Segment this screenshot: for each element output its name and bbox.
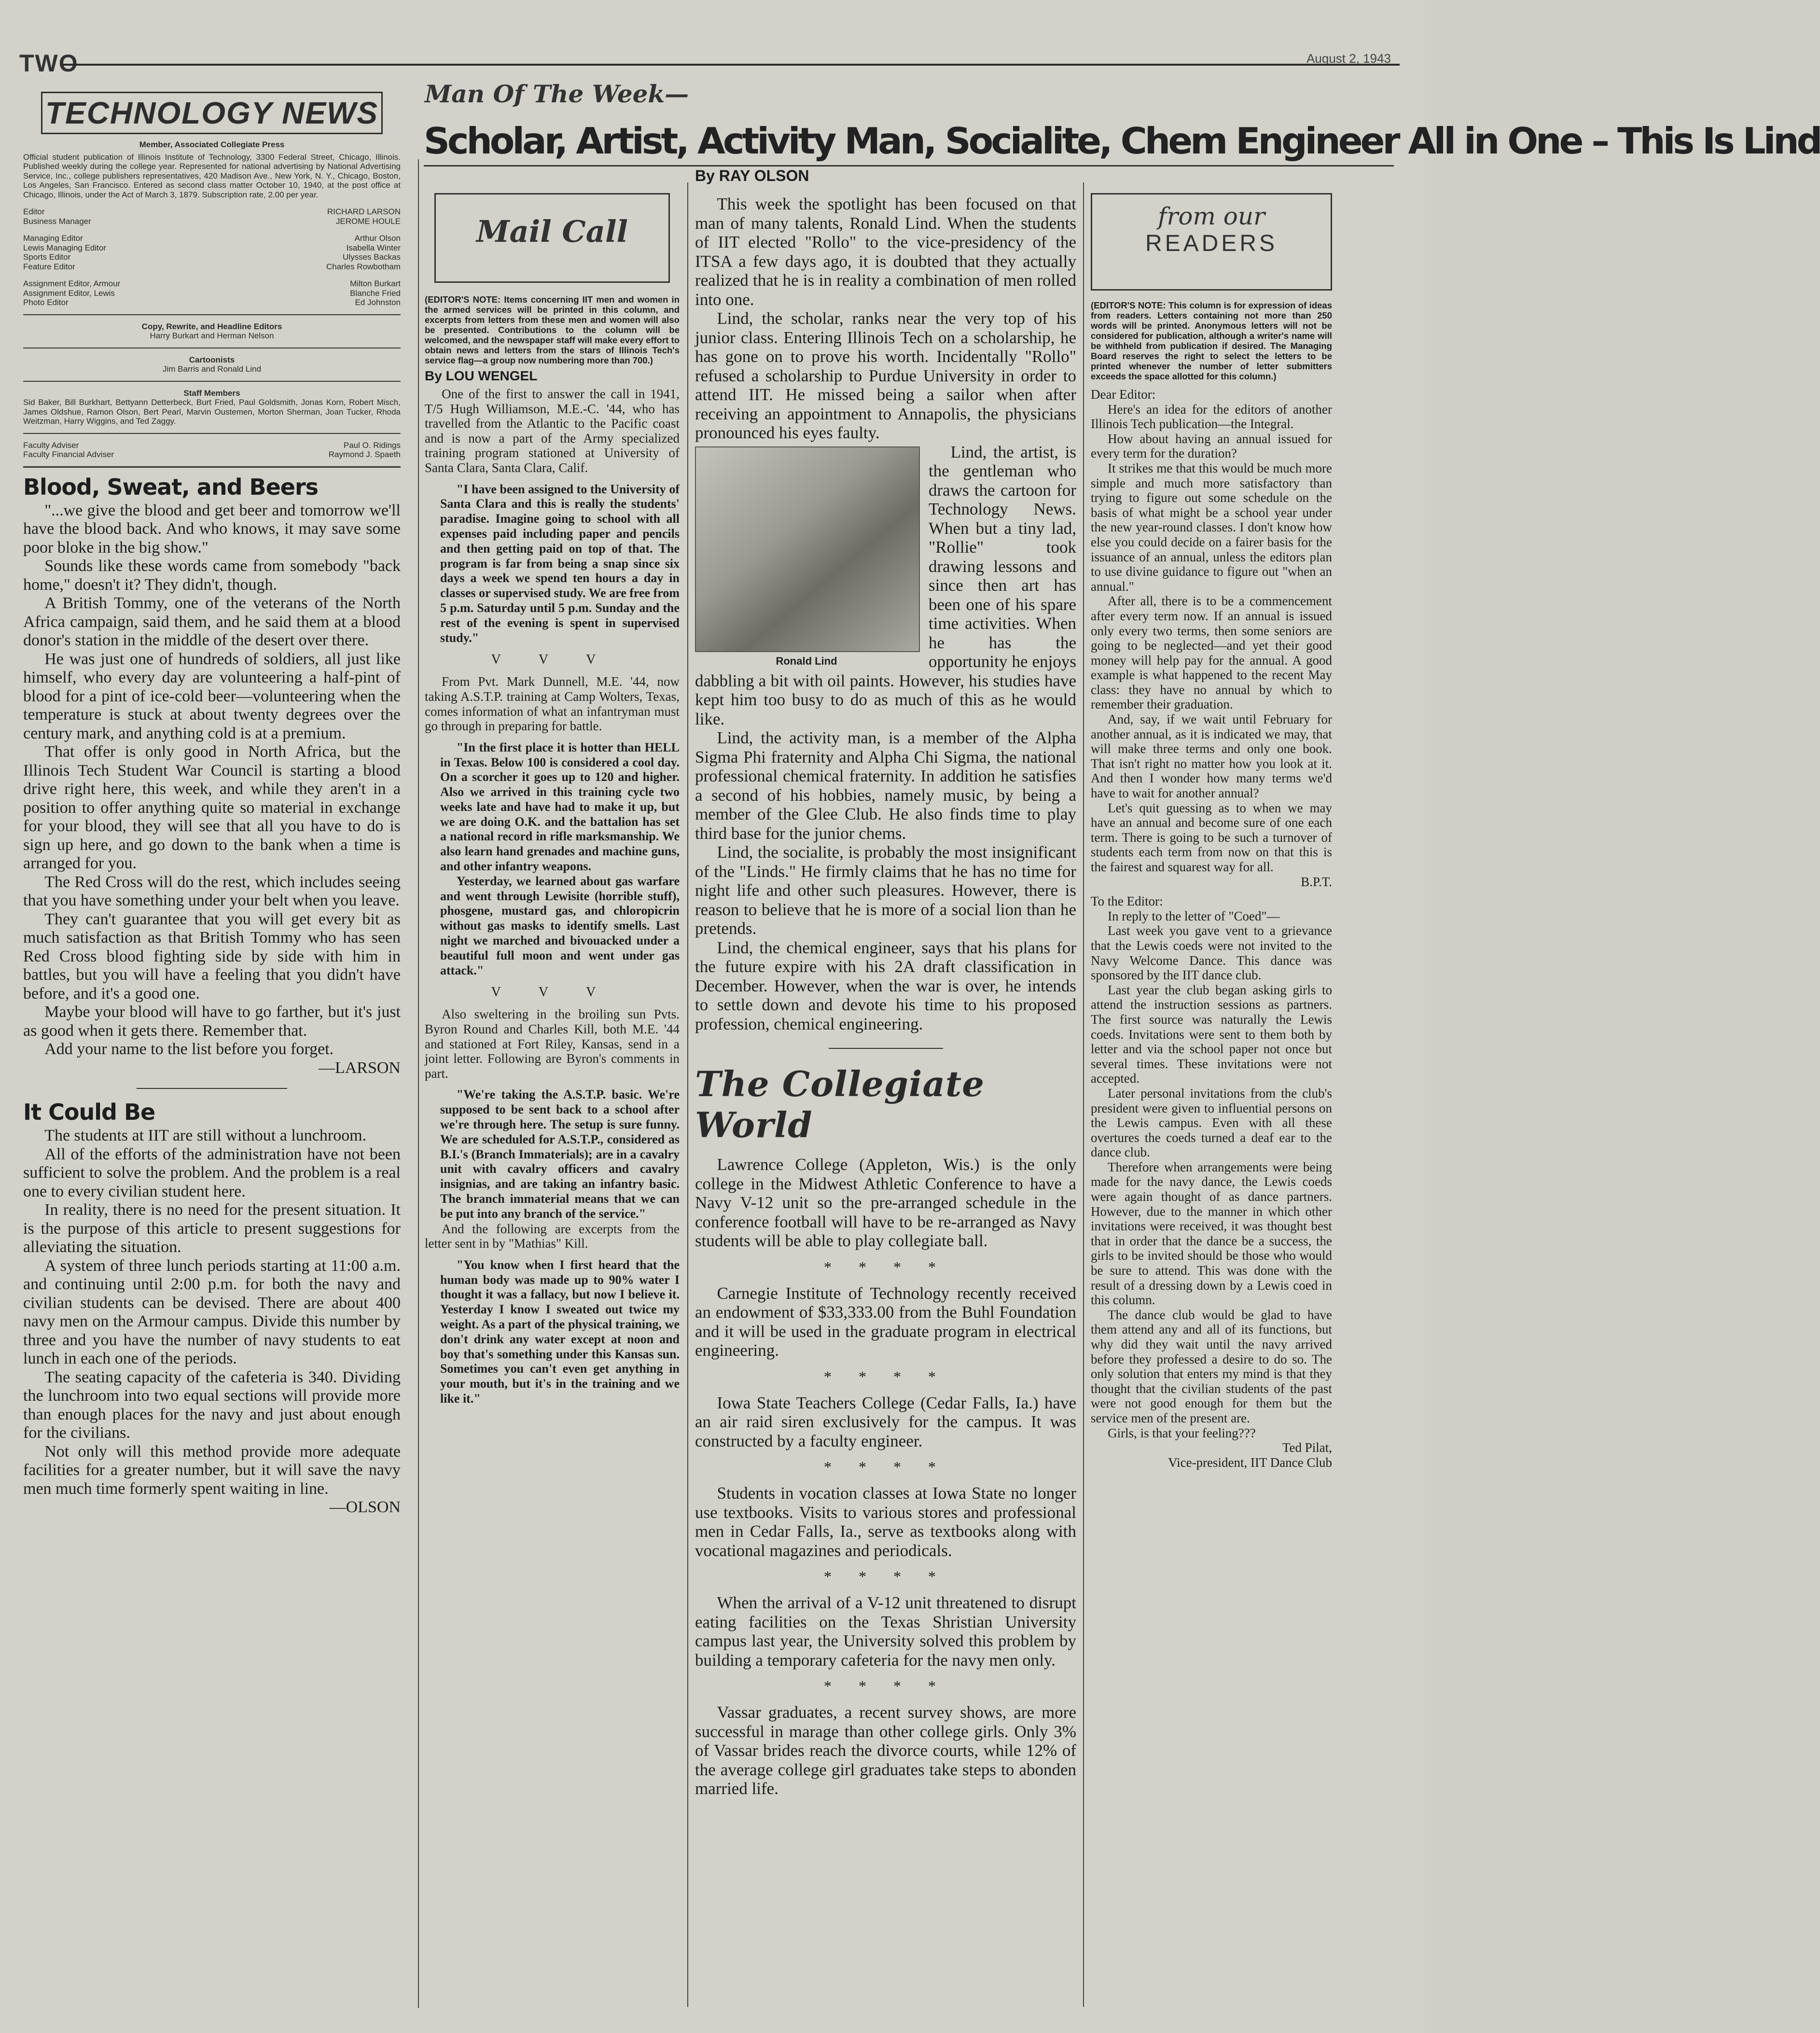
staff-members-heading: Staff Members — [183, 388, 240, 398]
news-item: Students in vocation classes at Iowa State no longer use textbooks. Visits to various stores and professional men in Cedar Falls, Ia., serve as textbooks along with vocational magazines and periodicals. — [695, 1484, 1076, 1560]
paragraph: Sounds like these words came from somebody "back home," doesn't it? They didn't, though. — [23, 557, 401, 594]
paragraph: Last year the club began asking girls to attend the instruction sessions as partners. The first source was naturally the Lewis coeds. Invitations were sent to them both by letter and via the school paper not once but several times. These invitations were not accepted. — [1091, 982, 1332, 1086]
paragraph: "...we give the blood and get beer and tomorrow we'll have the blood back. And who knows, it may save some poor bloke in the big show." — [23, 501, 401, 557]
paragraph: Here's an idea for the editors of another Illinois Tech publication—the Integral. — [1091, 402, 1332, 432]
byline: By LOU WENGEL — [425, 368, 538, 383]
staff-name: Blanche Fried — [350, 288, 401, 298]
paragraph: The students at IIT are still without a lunchroom. — [44, 1127, 367, 1144]
feature-kicker: Man Of The Week— — [425, 80, 689, 108]
staff-role: Feature Editor — [23, 262, 75, 271]
masthead-title: TECHNOLOGY NEWS — [41, 92, 383, 134]
paragraph: The seating capacity of the cafeteria is 340. Dividing the lunchroom into two equal sections will provide more than enough places for the navy and just about enough for the civilians. — [23, 1368, 401, 1442]
paragraph: After all, there is to be a commencement after every term now. If an annual is issued only every two terms, then some seniors are going to be neglected—and yet their good money will help pay for the annual. A good example is what happened to the recent May class: they have no annual by which to remember their graduation. — [1091, 594, 1332, 712]
letter-quote: "You know when I first heard that the human body was made up to 90% water I thought it was a fallacy, but now I believe it. Yesterday I know I sweated out twice my weight. As a part of the physical training, we don't drink any water except at noon and boy that's something under this Kansas sun. Sometimes you can't even get anything in your mouth, but it's in the training and we like it." — [440, 1257, 680, 1406]
staff-name: Charles Rowbotham — [326, 262, 401, 271]
paragraph: And, say, if we wait until February for another annual, as it is indicated we may, that will make three terms and only one book. That isn't right no matter how you look at it. And then I wonder how many terms we'd have to wait for another annual? — [1091, 712, 1332, 801]
separator: * * * * — [824, 1258, 947, 1276]
feature-headline: Scholar, Artist, Activity Man, Socialite, Chem Engineer All in One – This Is Lind — [424, 120, 1820, 162]
paragraph: Not only will this method provide more adequate facilities for a greater number, but it will save the navy men much time formerly spent waiting in line. — [23, 1442, 401, 1498]
paragraph: Lind, the activity man, is a member of the Alpha Sigma Phi fraternity and Alpha Chi Sigma, the national professional chemical fraternity. In addition he satisfies a second of his hobbies, namely music, by being a member of the Glee Club. He also finds time to play third base for the junior chems. — [695, 728, 1076, 843]
column-editorial — [23, 92, 401, 2003]
staff-role: Faculty Financial Adviser — [23, 450, 114, 459]
staff-row — [23, 207, 401, 217]
masthead-member: Member, Associated Collegiate Press — [139, 140, 285, 149]
paragraph: Add your name to the list before you forget. — [44, 1040, 334, 1058]
paragraph: It strikes me that this would be much more simple and much more satisfactory than trying to figure out some schedule on the basis of what might be a school year under the new year-round classes. I don't know how else you could decide on a fairer basis for the issuance of an annual, unless the editors plan to use divine guidance to figure out "when an annual." — [1091, 460, 1332, 594]
staff-role: Assignment Editor, Lewis — [23, 288, 115, 298]
news-item: When the arrival of a V-12 unit threatened to disrupt eating facilities on the Texas Shristian University campus last year, the University solved this problem by building a temporary cafeteria for the navy men only. — [695, 1593, 1076, 1670]
news-item: Iowa State Teachers College (Cedar Falls, Ia.) have an air raid siren exclusively for the campus. It was constructed by a faculty engineer. — [695, 1393, 1076, 1450]
letter-quote: "In the first place it is hotter than HELL in Texas. Below 100 is considered a cool day. On a scorcher it goes up to 120 and higher. Also we arrived in this training cycle two weeks late and have had to make it up, but we are doing O.K. and the battalion has set a national record in rifle marksmanship. We also learn hand grenades and machine guns, and other infantry weapons. — [440, 740, 680, 874]
staff-role: Faculty Adviser — [23, 440, 79, 450]
headline: It Could Be — [23, 1099, 155, 1125]
staff-name: Milton Burkart — [350, 279, 401, 288]
staff-row — [23, 298, 401, 307]
divider — [23, 433, 401, 434]
paragraph: Last week you gave vent to a grievance that the Lewis coeds were not invited to the Navy Welcome Dance. This dance was sponsored by the IIT dance club. — [1091, 923, 1332, 983]
paragraph: How about having an annual issued for every term for the duration? — [1091, 431, 1332, 461]
letter-quote: "I have been assigned to the University of Santa Clara and this is really the students' paradise. Imagine going to school with all expenses paid including paper and pencils and then getting paid on top of that. The program is far from being a snap since six days a week we spend ten hours a day in classes or supervised study. We are free from 5 p.m. Saturday until 5 p.m. Sunday and the rest of the evening is spent in supervised study." — [440, 482, 680, 645]
paragraph: They can't guarantee that you will get every bit as much satisfaction as that British Tommy who has seen Red Cross blood fighting side by side with him in battles, but you will have a feeling that you didn't have before, and it's a good one. — [23, 910, 401, 1003]
news-item: Vassar graduates, a recent survey shows, are more successful in marage than other college girls. Only 3% of Vassar brides reach the divorce courts, while 12% of the average college girl graduates take steps to abonden married life. — [695, 1703, 1076, 1798]
paragraph: Lind, the chemical engineer, says that his plans for the future expire with his 2A draft classification in December. However, when the war is over, he intends to settle down and devote his time to his proposed profession, chemical engineering. — [695, 938, 1076, 1033]
mail-call-logo — [434, 193, 670, 283]
divider — [23, 314, 401, 315]
paragraph: Lind, the artist, is the gentleman who draws the cartoon for Technology News. When but a tiny lad, "Rollie" took drawing lessons and since then art has been one of his spare time activities. When he has the opportunity he enjoys dabbling a bit with oil paints. However, his studies have kept him too busy to do as much of this as he would like. — [695, 442, 1076, 728]
signature: Vice-president, IIT Dance Club — [1168, 1455, 1332, 1470]
mail-call-editors-note: (EDITOR'S NOTE: Items concerning IIT men and women in the armed services will be printed in this column, and excerpts from letters from these men and women will also be presented. Contributions to the column will be welcomed, and the newspaper staff will make every effort to obtain news and letters from the stars of Illinois Tech's service flag—a group now numbering more than 700.) — [425, 294, 680, 365]
staff-name: RICHARD LARSON — [327, 207, 401, 216]
paragraph: All of the efforts of the administration have not been sufficient to solve the problem. And the problem is a real one to every civilian student here. — [23, 1145, 401, 1200]
copy-heading: Copy, Rewrite, and Headline Editors — [141, 321, 282, 331]
staff-row — [23, 262, 401, 272]
salutation: Dear Editor: — [1091, 387, 1156, 402]
paragraph: From Pvt. Mark Dunnell, M.E. '44, now taking A.S.T.P. training at Camp Wolters, Texas, comes information of what an infantryman must go through in preparing for battle. — [425, 674, 680, 734]
column-rule — [1083, 182, 1084, 2007]
separator: * * * * — [824, 1677, 947, 1695]
collegiate-world — [695, 1063, 1076, 1798]
paragraph: And the following are excerpts from the letter sent in by "Mathias" Kill. — [425, 1221, 680, 1251]
cartoonists-heading: Cartoonists — [189, 355, 235, 364]
staff-row — [23, 217, 401, 226]
masthead-official: Official student publication of Illinois Institute of Technology, 3300 Federal Street, Chicago, Illinois. Published weekly during the college year. Represented for national advertising by National Advertising Service, Inc., college publishers representatives, 420 Madison Ave., New York, N. Y., Chicago, Boston, Los Angeles, San Francisco. Entered as second class matter October 10, 1940, at the post office at Chicago, Illinois, under the Act of March 3, 1879. Subscription rate, 2.00 per year. — [23, 152, 401, 199]
letter-quote: "We're taking the A.S.T.P. basic. We're supposed to be sent back to a school after we're through here. The setup is sure funny. We are scheduled for A.S.T.P., considered as B.I.'s (Branch Immaterials); are in a cavalry unit with cavalry officers and cavalry insignias, and are taking an infantry basic. The branch immaterial means that we can be put into any branch of the service." — [440, 1087, 680, 1221]
page-number: TWO — [19, 50, 79, 77]
staff-row — [23, 450, 401, 460]
paragraph: He was just one of hundreds of soldiers, all just like himself, who every day are volunteering a half-pint of blood for a pint of ice-cold beer—volunteering when the temperature is stuck at about twenty degrees over the century mark, and anything cold is at a premium. — [23, 650, 401, 742]
collegiate-world-title: The Collegiate World — [695, 1063, 985, 1145]
paragraph: In reply to the letter of "Coed"— — [1108, 908, 1280, 923]
paragraph: Lind, the scholar, ranks near the very top of his junior class. Entering Illinois Tech on a scholarship, he has gone on to prove his worth. Incidentally "Rollo" refused a scholarship to Purdue University in order to attend IIT. He missed being a sailor when after receiving an appointment to Annapolis, the physicians pronounced his eyes faulty. — [695, 309, 1076, 442]
paragraph: This week the spotlight has been focused on that man of many talents, Ronald Lind. When the students of IIT elected "Rollo" to the vice-presidency of the ITSA a few days ago, it is doubted that they actually realized that he is in reality a combination of men rolled into one. — [695, 195, 1076, 309]
copy-names: Harry Burkart and Herman Nelson — [150, 331, 274, 340]
separator: * * * * — [824, 1458, 947, 1476]
readers-logo-line1: from our — [1157, 202, 1265, 230]
paragraph: The Red Cross will do the rest, which includes seeing that you have something under your belt when you leave. — [23, 873, 401, 909]
news-item: Lawrence College (Appleton, Wis.) is the only college in the Midwest Athletic Conference to have a Navy V-12 unit so the pre-arranged schedule in the conference football will have to be re-arranged as Navy students will be able to play collegiate ball. — [695, 1155, 1076, 1250]
column-feature — [695, 164, 1076, 2003]
masthead — [23, 92, 401, 460]
separator: V V V — [491, 652, 613, 668]
staff-role: Editor — [23, 207, 45, 216]
staff-role: Sports Editor — [23, 252, 71, 262]
staff-row — [23, 289, 401, 298]
top-rule — [63, 64, 1400, 66]
column-rule — [418, 159, 419, 2008]
signature: Ted Pilat, — [1282, 1440, 1332, 1455]
staff-row — [23, 279, 401, 289]
staff-name: Paul O. Ridings — [343, 440, 401, 450]
paragraph: Later personal invitations from the club's president were given to influential persons on the Lewis campus. Even with all these overtures the coeds turned a deaf ear to the dance club. — [1091, 1086, 1332, 1160]
staff-row — [23, 252, 401, 262]
paragraph: Therefore when arrangements were being made for the navy dance, the Lewis coeds were again thought of as dance partners. However, due to the manner in which other invitations were received, it was thought best that in order that the dance be a success, the girls to be invited should be those who would be sure to attend. This was done with the result of a dressing down by a Lewis coed in this column. — [1091, 1159, 1332, 1308]
signature: —OLSON — [329, 1498, 401, 1516]
photo-caption: Ronald Lind — [776, 654, 837, 667]
headline: Blood, Sweat, and Beers — [23, 473, 319, 500]
divider — [829, 1048, 943, 1049]
salutation: To the Editor: — [1091, 894, 1163, 909]
staff-members: Sid Baker, Bill Burkhart, Bettyann Detterbeck, Burt Fried, Paul Goldsmith, Jonas Korn, Robert Misch, James Oldshue, Ramon Olson, Bert Pearl, Marvin Oustemen, Morton Sherman, Joan Tucker, Rhoda Weitzman, Harry Wiggins, and Ted Zaggy. — [23, 398, 401, 426]
paragraph: Lind, the socialite, is probably the most insignificant of the "Linds." He firmly claims that he has no time for night life and other such pleasures. However, there is reason to believe that he is more of a social lion than he pretends. — [695, 843, 1076, 938]
paragraph: Maybe your blood will have to go farther, but it's just as good when it gets there. Remember that. — [23, 1003, 401, 1040]
signature: —LARSON — [318, 1058, 401, 1077]
paragraph: In reality, there is no need for the present situation. It is the purpose of this article to present suggestions for alleviating the situation. — [23, 1201, 401, 1256]
paragraph: One of the first to answer the call in 1941, T/5 Hugh Williamson, M.E.-C. '44, who has travelled from the Atlantic to the Pacific coast and is now a part of the Army specialized training program stationed at University of Santa Clara, Santa Clara, Calif. — [425, 387, 680, 475]
column-mail-call — [425, 188, 680, 2003]
paragraph: That offer is only good in North Africa, but the Illinois Tech Student War Council is starting a blood drive right here, this week, and while they aren't in a position to offer anything quite so material in exchange for your blood, they will see that all you have to do is sign up here, and go down to the bank when a time is arranged for you. — [23, 743, 401, 872]
editorial-blood-sweat-beers — [23, 474, 401, 1078]
staff-name: Isabella Winter — [346, 243, 401, 252]
separator: * * * * — [824, 1568, 947, 1585]
byline: By RAY OLSON — [695, 167, 809, 184]
column-rule — [687, 182, 688, 2007]
staff-role: Managing Editor — [23, 234, 83, 243]
paragraph: Girls, is that your feeling??? — [1108, 1425, 1256, 1440]
readers-logo — [1091, 193, 1332, 291]
staff-role: Business Manager — [23, 216, 91, 226]
editorial-it-could-be — [23, 1100, 401, 1517]
divider — [137, 1088, 288, 1089]
paragraph: Also sweltering in the broiling sun Pvts. Byron Round and Charles Kill, both M.E. '44 and stationed at Fort Riley, Kansas, send in a joint letter. Following are Byron's comments in part. — [425, 1007, 680, 1081]
readers-logo-line2: READERS — [1145, 231, 1278, 256]
staff-row — [23, 243, 401, 253]
issue-date: August 2, 1943 — [1306, 51, 1391, 66]
mail-call-title: Mail Call — [476, 214, 628, 249]
paragraph: A British Tommy, one of the veterans of the North Africa campaign, said them, and he said them at a blood donor's station in the middle of the desert over there. — [23, 594, 401, 649]
ronald-lind-photo — [695, 446, 920, 652]
staff-name: Ed Johnston — [355, 298, 401, 307]
divider — [23, 381, 401, 382]
staff-role: Assignment Editor, Armour — [23, 279, 121, 288]
paragraph: A system of three lunch periods starting at 11:00 a.m. and continuing until 2:00 p.m. for both the navy and civilian students can be devised. There are about 400 navy men on the Armour campus. Divide this number by three and you have the number of navy students to eat lunch in each one of the periods. — [23, 1256, 401, 1367]
staff-role: Photo Editor — [23, 298, 69, 307]
staff-row — [23, 234, 401, 243]
separator: * * * * — [824, 1367, 947, 1385]
staff-name: Ulysses Backas — [343, 252, 401, 262]
separator: V V V — [491, 985, 613, 1000]
staff-name: Arthur Olson — [354, 234, 401, 243]
staff-row — [23, 441, 401, 450]
letter-quote: Yesterday, we learned about gas warfare and went through Lewisite (horrible stuff), phosgene, mustard gas, and chloropicrin without gas masks to identify smells. Last night we marched and bivouacked under a beautiful full moon and went under gas attack." — [440, 874, 680, 977]
cartoonists-names: Jim Barris and Ronald Lind — [162, 364, 262, 374]
readers-editors-note: (EDITOR'S NOTE: This column is for expression of ideas from readers. Letters containing not more than 250 words will be printed. Anonymous letters will not be considered for publication, although a writer's name will be withheld from publication if desired. The Managing Board reserves the right to select the letters to be printed whenever the number of letter submitters exceeds the space allotted for this column.) — [1091, 300, 1332, 381]
divider — [23, 466, 401, 468]
news-item: Carnegie Institute of Technology recently received an endowment of $33,333.00 from the Buhl Foundation and it will be used in the graduate program in electrical engineering. — [695, 1283, 1076, 1360]
staff-name: Raymond J. Spaeth — [328, 450, 401, 459]
paragraph: The dance club would be glad to have them attend any and all of its functions, but why did they wait until the navy arrived before they professed a desire to do so. The only solution that enters my mind is that they thought that the civilian students of the past were not good enough for them but the service men of the present are. — [1091, 1307, 1332, 1425]
paragraph: Let's quit guessing as to when we may have an annual and become sure of one each term. There is going to be such a turnover of students each term from now on that this is the fairest and squarest way for all. — [1091, 800, 1332, 874]
staff-role: Lewis Managing Editor — [23, 243, 106, 252]
column-readers — [1091, 188, 1332, 2003]
staff-name: JEROME HOULE — [335, 216, 401, 226]
signature: B.P.T. — [1301, 874, 1332, 889]
